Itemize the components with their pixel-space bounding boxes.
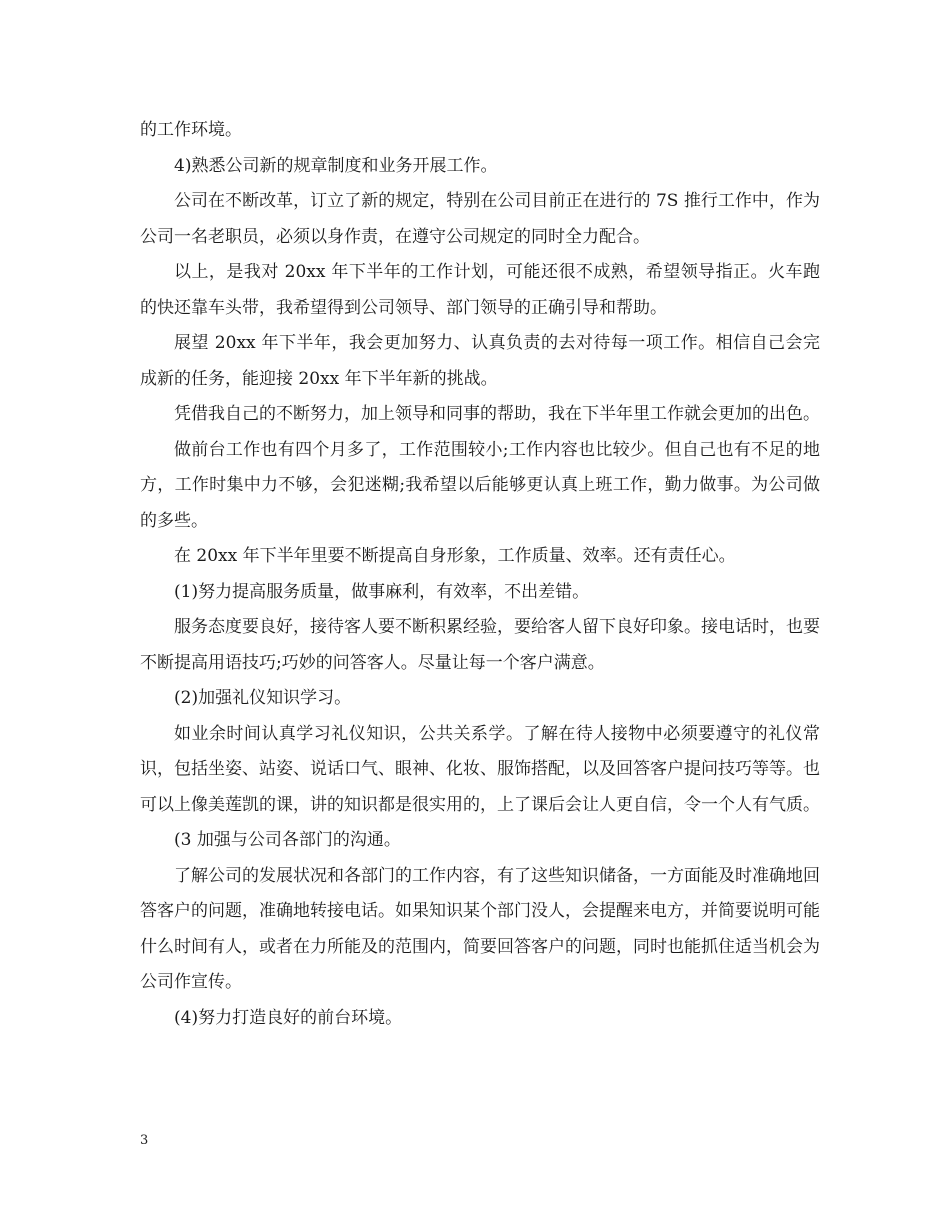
paragraph: 凭借我自己的不断努力，加上领导和同事的帮助，我在下半年里工作就会更加的出色。: [174, 404, 820, 424]
paragraph: (3 加强与公司各部门的沟通。: [174, 830, 401, 850]
paragraph: (2)加强礼仪知识学习。: [174, 688, 352, 708]
paragraph: 如业余时间认真学习礼仪知识，公共关系学。了解在待人接物中必须要遵守的礼仪常识，包括坐姿、站姿、说话口气、眼神、化妆、服饰搭配，以及回答客户提问技巧等等。也可以上像美莲凯的课，讲的知识都是很实用的，上了课后会让人更自信，令一个人有气质。: [140, 723, 820, 815]
paragraph: (4)努力打造良好的前台环境。: [174, 1007, 403, 1028]
page-number: 3: [140, 1133, 149, 1148]
paragraph: 在 20xx 年下半年里要不断提高自身形象，工作质量、效率。还有责任心。: [174, 546, 736, 566]
paragraph: 服务态度要良好，接待客人要不断积累经验，要给客人留下良好印象。接电话时，也要不断提高用语技巧;巧妙的问答客人。尽量让每一个客户满意。: [140, 617, 820, 673]
paragraph: 4)熟悉公司新的规章制度和业务开展工作。: [174, 155, 498, 176]
paragraph: 做前台工作也有四个月多了，工作范围较小;工作内容也比较少。但自己也有不足的地方，工作时集中力不够，会犯迷糊;我希望以后能够更认真上班工作，勤力做事。为公司做的多些。: [140, 439, 820, 531]
paragraph: 展望 20xx 年下半年，我会更加努力、认真负责的去对待每一项工作。相信自己会完成新的任务，能迎接 20xx 年下半年新的挑战。: [140, 333, 820, 389]
paragraph: (1)努力提高服务质量，做事麻利，有效率，不出差错。: [174, 581, 590, 602]
paragraph: 了解公司的发展状况和各部门的工作内容，有了这些知识储备，一方面能及时准确地回答客户的问题，准确地转接电话。如果知识某个部门没人，会提醒来电方，并简要说明可能什么时间有人，或者在力所能及的范围内，简要回答客户的问题，同时也能抓住适当机会为公司作宣传。: [140, 865, 820, 992]
paragraph: 以上，是我对 20xx 年下半年的工作计划，可能还很不成熟，希望领导指正。火车跑的快还靠车头带，我希望得到公司领导、部门领导的正确引导和帮助。: [140, 262, 820, 318]
paragraph: 公司在不断改革，订立了新的规定，特别在公司目前正在进行的 7S 推行工作中，作为公司一名老职员，必须以身作责，在遵守公司规定的同时全力配合。: [140, 191, 820, 247]
body-text: [140, 113, 820, 1036]
paragraph: 的工作环境。: [140, 120, 242, 140]
